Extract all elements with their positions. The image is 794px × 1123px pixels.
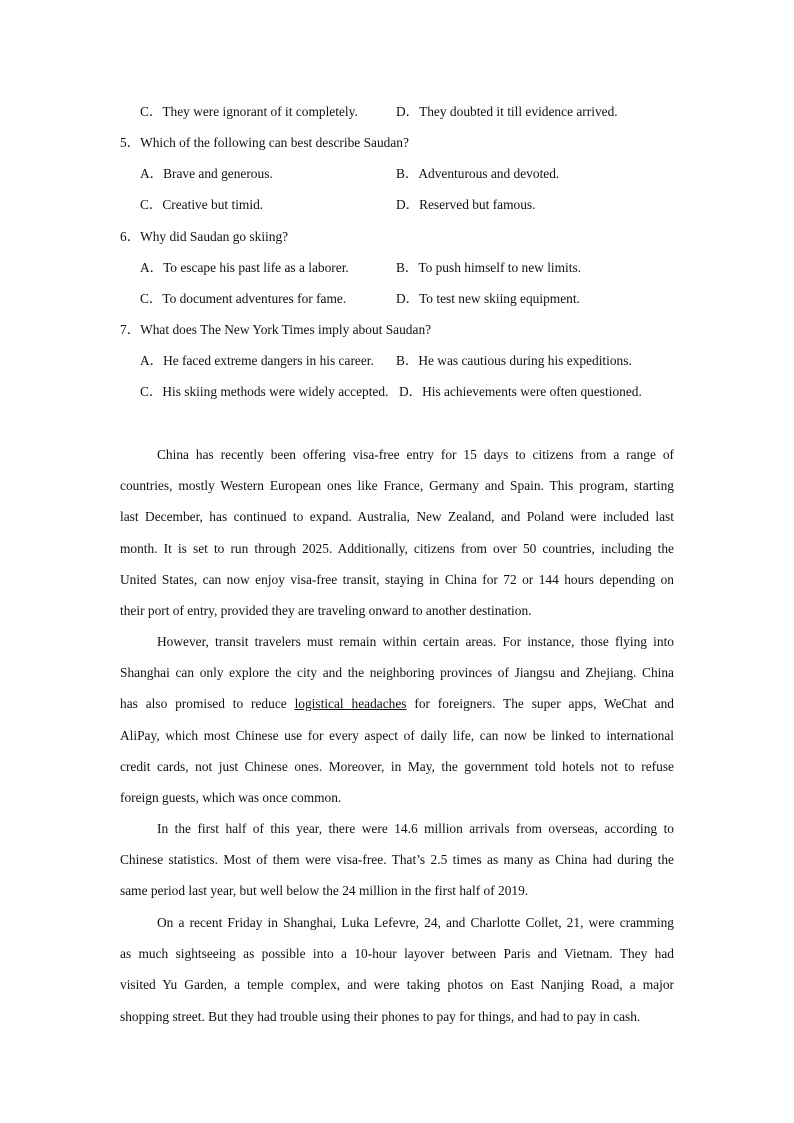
paragraph-line: foreign guests, which was once common.: [120, 789, 342, 805]
question-number: 7．: [120, 322, 141, 337]
line-text: has also promised to reduce: [120, 696, 295, 712]
line-text: In the first half of this year, there were 14.6 million arrivals from overseas, according to: [157, 821, 674, 836]
option-text: To document adventures for fame.: [162, 291, 347, 306]
q6-option-d[interactable]: [396, 290, 580, 308]
passage-paragraph-1: [120, 446, 674, 633]
q4-option-c[interactable]: [140, 103, 358, 121]
option-text: He faced extreme dangers in his career.: [163, 353, 374, 368]
q6-option-b[interactable]: [396, 259, 581, 277]
q4-option-d[interactable]: [396, 103, 618, 121]
option-label: D．: [399, 384, 423, 399]
option-text: They were ignorant of it completely.: [162, 104, 358, 119]
option-text: He was cautious during his expeditions.: [418, 353, 632, 368]
q7-option-a[interactable]: [140, 352, 374, 370]
paragraph-line: [120, 695, 674, 726]
line-text: China has recently been offering visa-free entry for 15 days to citizens from a range of: [157, 447, 674, 462]
passage-paragraph-2: [120, 633, 674, 820]
option-text: Brave and generous.: [163, 166, 273, 181]
line-text: However, transit travelers must remain within certain areas. For instance, those flying into: [157, 634, 674, 649]
option-label: B．: [396, 166, 419, 181]
option-text: To escape his past life as a laborer.: [163, 260, 349, 275]
question-7-stem: [120, 321, 431, 339]
option-label: D．: [396, 104, 420, 119]
q5-option-a[interactable]: [140, 165, 273, 183]
question-text: Which of the following can best describe Saudan?: [140, 135, 409, 150]
q5-option-c[interactable]: [140, 196, 263, 214]
option-text: To test new skiing equipment.: [419, 291, 580, 306]
paragraph-line: last December, has continued to expand. Australia, New Zealand, and Poland were included last: [120, 509, 674, 525]
option-label: C．: [140, 197, 163, 212]
paragraph-line: shopping street. But they had trouble using their phones to pay for things, and had to pay in cash.: [120, 1008, 641, 1024]
question-text: What does The New York Times imply about Saudan?: [140, 322, 432, 337]
paragraph-line: same period last year, but well below the 24 million in the first half of 2019.: [120, 883, 529, 899]
paragraph-line: credit cards, not just Chinese ones. Moreover, in May, the government told hotels not to refuse: [120, 758, 674, 774]
underlined-phrase: logistical headaches: [294, 696, 407, 712]
paragraph-line: United States, can now enjoy visa-free transit, staying in China for 72 or 144 hours depending on: [120, 571, 674, 587]
option-label: D．: [396, 197, 420, 212]
paragraph-line: AliPay, which most Chinese use for every aspect of daily life, can now be linked to international: [120, 727, 674, 743]
paragraph-line: countries, mostly Western European ones like France, Germany and Spain. This program, starting: [120, 478, 674, 494]
paragraph-line: visited Yu Garden, a temple complex, and were taking photos on East Nanjing Road, a major: [120, 977, 674, 993]
paragraph-line: as much sightseeing as possible into a 10-hour layover between Paris and Vietnam. They had: [120, 946, 674, 962]
option-label: A．: [140, 353, 164, 368]
option-label: C．: [140, 384, 163, 399]
option-label: C．: [140, 291, 163, 306]
paragraph-line: Shanghai can only explore the city and the neighboring provinces of Jiangsu and Zhejiang. China: [120, 665, 674, 681]
option-text: Creative but timid.: [162, 197, 264, 212]
option-text: Reserved but famous.: [419, 197, 536, 212]
line-text: for foreigners. The super apps, WeChat and: [406, 696, 675, 712]
option-text: Adventurous and devoted.: [418, 166, 560, 181]
paragraph-line: [120, 446, 674, 477]
q6-option-a[interactable]: [140, 259, 349, 277]
paragraph-line: [120, 633, 674, 664]
option-label: C．: [140, 104, 163, 119]
paragraph-line: month. It is set to run through 2025. Additionally, citizens from over 50 countries, including the: [120, 540, 674, 556]
question-6-stem: [120, 228, 288, 246]
option-label: B．: [396, 353, 419, 368]
q5-option-d[interactable]: [396, 196, 535, 214]
passage-paragraph-3: [120, 820, 674, 914]
option-label: B．: [396, 260, 419, 275]
q7-option-d[interactable]: [399, 383, 642, 401]
q7-option-b[interactable]: [396, 352, 632, 370]
paragraph-line: [120, 914, 674, 945]
q5-option-b[interactable]: [396, 165, 559, 183]
paragraph-line: [120, 820, 674, 851]
paragraph-line: their port of entry, provided they are traveling onward to another destination.: [120, 602, 532, 618]
question-5-stem: [120, 134, 409, 152]
question-number: 5．: [120, 135, 141, 150]
option-text: To push himself to new limits.: [418, 260, 582, 275]
passage-paragraph-4: [120, 914, 674, 1039]
q6-option-c[interactable]: [140, 290, 346, 308]
q7-option-c[interactable]: [140, 383, 388, 401]
question-text: Why did Saudan go skiing?: [140, 229, 289, 244]
option-text: They doubted it till evidence arrived.: [419, 104, 618, 119]
paragraph-line: Chinese statistics. Most of them were visa-free. That’s 2.5 times as many as China had during the: [120, 852, 674, 868]
option-text: His skiing methods were widely accepted.: [162, 384, 389, 399]
question-number: 6．: [120, 229, 141, 244]
option-label: A．: [140, 166, 164, 181]
option-text: His achievements were often questioned.: [422, 384, 642, 399]
line-text: On a recent Friday in Shanghai, Luka Lefevre, 24, and Charlotte Collet, 21, were cramming: [157, 915, 674, 930]
option-label: A．: [140, 260, 164, 275]
option-label: D．: [396, 291, 420, 306]
